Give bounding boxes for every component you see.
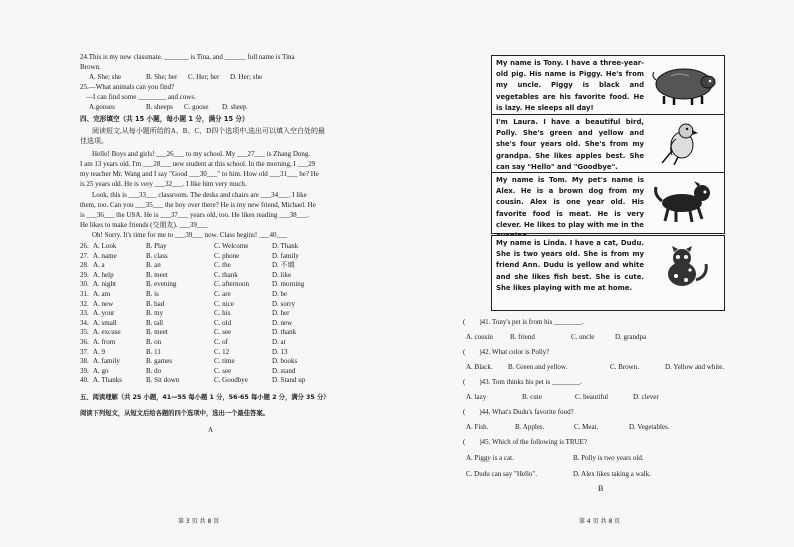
answer-option[interactable]: C. uncle: [571, 333, 595, 341]
cloze-option: B. an: [146, 261, 161, 270]
cloze-option: A. night: [93, 280, 116, 289]
passage-line: them, too. Can you ___35___ the boy over there? He is my new friend, Michael. He: [80, 201, 316, 209]
cloze-option: C. Welcome: [214, 242, 249, 250]
option: B. She; her: [146, 73, 178, 81]
cloze-option: D. 13: [272, 347, 288, 356]
cloze-option: C. old: [214, 318, 232, 327]
question-45: ( )45. Which of the following is TRUE?: [463, 438, 587, 446]
question-25: 25.—What animals can you find?: [80, 83, 175, 91]
answer-option[interactable]: D. Vegetables.: [629, 423, 670, 431]
option: C. Her; her: [188, 73, 220, 81]
answer-option[interactable]: A. Piggy is a cat.: [466, 454, 514, 462]
cloze-option: A. 9: [93, 347, 106, 356]
cloze-number: 32.: [80, 299, 89, 308]
question-25-cont: —I can find some ________ and cows.: [86, 93, 196, 101]
cloze-option: D. her: [272, 309, 290, 318]
cloze-option: B. do: [146, 366, 162, 375]
cloze-option: B. meet: [146, 328, 168, 337]
story-text: My name is Tom. My pet's name is Alex. He is a brown dog from my cousin. Alex is one year old. His favorite food is meat. He is very clever. He likes to play with me in the: [496, 176, 644, 229]
cloze-option: C. Goodbye: [214, 376, 248, 385]
answer-option[interactable]: B. friend: [510, 333, 535, 341]
cloze-number: 29.: [80, 270, 89, 279]
cloze-option: B. Play: [146, 242, 167, 250]
cloze-option: D. morning: [272, 280, 305, 289]
section-4-title: 四、完形填空（共 15 小题，每小题 1 分，满分 15 分）: [80, 115, 249, 123]
cloze-number: 38.: [80, 357, 89, 366]
cloze-option: A. from: [93, 338, 116, 346]
cloze-number: 30.: [80, 280, 89, 289]
cloze-option: A. excuse: [93, 328, 121, 337]
option: D. sheep: [222, 103, 247, 111]
cloze-option: A. Look: [93, 242, 117, 250]
question-44: ( )44. What's Dudu's favorite food?: [463, 408, 574, 416]
cloze-option: D. at: [272, 338, 286, 346]
story-box-linda: [491, 235, 725, 311]
question-24-cont: Brown.: [80, 63, 101, 71]
answer-option[interactable]: C. Meat.: [574, 423, 599, 431]
answer-option[interactable]: A. cousin: [466, 333, 493, 341]
cloze-number: 31.: [80, 290, 89, 298]
answer-option[interactable]: A. lazy: [466, 393, 487, 401]
cloze-option: B. on: [146, 338, 162, 346]
cloze-option: B. is: [146, 290, 159, 298]
question-24: 24.This is my new classmate. _______ is Tina, and ______ full name is Tina: [80, 53, 295, 61]
cloze-option: D. sorry: [272, 299, 295, 308]
cloze-option: A. name: [93, 251, 117, 260]
cloze-option: C. time: [214, 357, 235, 366]
answer-option[interactable]: B. cute: [522, 393, 542, 401]
cloze-option: C. of: [214, 338, 228, 346]
cloze-option: B. bad: [146, 299, 165, 308]
question-43: ( )43. Tom thinks his pet is ________.: [463, 378, 582, 386]
cloze-option: C. see: [214, 366, 232, 375]
passage-line: Oh! Sorry. It's time for me to ___39___ now. Class begins! ___40___: [92, 231, 287, 239]
passage-line: my teacher Mr. Wang and I say "Good ___30___" to him. How old ___31___ he? He: [80, 170, 319, 178]
cloze-option: B. Sit down: [146, 376, 180, 385]
passage-line: is 25 years old. He is very ___32___. I like him very much.: [80, 180, 247, 188]
question-41: ( )41. Tony's pet is from his ________.: [463, 318, 584, 326]
cloze-option: B. tall: [146, 318, 164, 327]
option: A.gooses: [89, 103, 115, 111]
answer-option[interactable]: A. Black.: [466, 363, 493, 371]
answer-option[interactable]: C. Brown.: [610, 363, 639, 371]
cloze-option: D. 不填: [272, 261, 295, 270]
cloze-option: C. 12: [214, 347, 230, 356]
section-4-instruction-cont: 佳选项。: [80, 137, 108, 145]
cloze-option: A. am: [93, 290, 111, 298]
answer-option[interactable]: D. grandpa: [615, 333, 647, 341]
dog-icon: [646, 179, 720, 223]
cloze-option: B. games: [146, 357, 173, 366]
cloze-option: D. Stand up: [272, 376, 306, 385]
page-number: 第 4 页 共 8 页: [579, 518, 621, 525]
cloze-number: 36.: [80, 338, 89, 346]
passage-line: Look, this is ___33___ classroom. The desks and chairs are ___34___. I like: [92, 191, 307, 199]
page-number: 第 3 页 共 8 页: [178, 518, 220, 525]
cloze-number: 33.: [80, 309, 89, 318]
pig-icon: [646, 62, 720, 106]
answer-option[interactable]: D. Yellow and white.: [665, 363, 725, 371]
cloze-option: C. afternoon: [214, 280, 249, 289]
cloze-option: A. go: [93, 366, 109, 375]
cloze-number: 34.: [80, 318, 89, 327]
bird-icon: [646, 121, 720, 165]
cloze-option: D. thank: [272, 328, 297, 337]
answer-option[interactable]: C. beautiful: [575, 393, 609, 401]
cloze-option: D. Thank: [272, 242, 299, 250]
option: D. Her; she: [230, 73, 263, 81]
passage-letter-b: B: [598, 484, 604, 493]
cloze-option: A. Thanks: [93, 376, 123, 385]
story-text: I'm Laura. I have a beautiful bird, Polly. She's green and yellow and she's four years old. She's from my grandpa. She likes apples best. She can say "Hello" and "Goodbye".: [496, 118, 644, 171]
cloze-number: 40.: [80, 376, 89, 385]
cloze-option: C. see: [214, 328, 232, 337]
cloze-option: A. your: [93, 309, 115, 318]
section-4-instruction: 阅读短文,从每小题所给的A、B、C、D四个选项中,选出可以填入空白处的最: [92, 127, 325, 135]
answer-option[interactable]: B. Green and yellow.: [508, 363, 568, 371]
answer-option[interactable]: D. clever: [633, 393, 659, 401]
cloze-option: C. thank: [214, 270, 238, 279]
cloze-option: D. family: [272, 251, 299, 260]
cloze-option: A. help: [93, 270, 114, 279]
cloze-option: B. my: [146, 309, 164, 318]
cloze-number: 39.: [80, 366, 89, 375]
question-42: ( )42. What color is Polly?: [463, 348, 550, 356]
cloze-number: 27.: [80, 251, 89, 260]
cloze-number: 37.: [80, 347, 89, 356]
answer-option[interactable]: A. Fish.: [466, 423, 489, 431]
option: B. sheeps: [146, 103, 173, 111]
cloze-option: C. nice: [214, 299, 234, 308]
cloze-option: A. small: [93, 318, 117, 327]
passage-line: He likes to make friends (交朋友). ___39___: [80, 221, 208, 229]
passage-line: is ___36___ the USA. He is ___37___ years old, too. He likes reading ___38___.: [80, 211, 309, 219]
story-box-tom: [491, 172, 725, 234]
cloze-option: C. are: [214, 290, 231, 298]
cloze-option: D. stand: [272, 366, 296, 375]
cloze-option: B. evening: [146, 280, 177, 289]
cloze-number: 26.: [80, 242, 89, 250]
option: C. goose: [184, 103, 209, 111]
cloze-option: D. be: [272, 290, 288, 298]
passage-line: I am 13 years old. I'm ___28___ new student at this school. In the morning, I ___29: [80, 160, 316, 168]
cloze-option: D. books: [272, 357, 298, 366]
right-page: [397, 0, 794, 547]
cloze-option: C. phone: [214, 251, 240, 260]
passage-letter-a: A: [208, 426, 214, 434]
option: A. She; she: [89, 73, 122, 81]
cat-icon: [646, 246, 720, 290]
section-5-title: 五、阅读理解（共 25 小题，41—55 每小题 1 分，56-65 每小题 2 分，满分 35 分）: [80, 394, 330, 401]
cloze-option: A. a: [93, 261, 105, 270]
cloze-option: A. new: [93, 299, 114, 308]
cloze-option: C. the: [214, 261, 231, 270]
cloze-number: 28.: [80, 261, 89, 270]
cloze-option: D. like: [272, 270, 292, 279]
answer-option[interactable]: C. Dudu can say "Hello".: [466, 470, 538, 478]
cloze-option: D. new: [272, 318, 293, 327]
cloze-option: A. family: [93, 357, 120, 366]
story-text: My name is Tony. I have a three-year-old pig. His name is Piggy. He's from my uncle. Piggy is black and vegetables are his favorite food. He is lazy. He sleeps all day!: [496, 59, 644, 112]
cloze-option: B. meet: [146, 270, 168, 279]
cloze-option: C. his: [214, 309, 231, 318]
cloze-option: B. 11: [146, 347, 161, 356]
answer-option[interactable]: B. Polly is two years old.: [573, 454, 644, 462]
passage-line: Hello! Boys and girls! ___26___ to my school. My ___27___ is Zhang Dong.: [92, 150, 311, 158]
cloze-option: B. class: [146, 251, 168, 260]
answer-option[interactable]: B. Apples.: [515, 423, 545, 431]
story-text: My name is Linda. I have a cat, Dudu. She is two years old. She is from my friend Ann. Dudu is yellow and white and she likes fish best. She is cute. She likes playing with me at home.: [496, 239, 644, 292]
story-box-laura: [491, 114, 725, 174]
section-5-instruction: 阅读下列短文，从短文后给各题的四个选项中，选出一个最佳答案。: [80, 410, 269, 417]
story-box-tony: [491, 55, 725, 117]
cloze-number: 35.: [80, 328, 89, 337]
answer-option[interactable]: D. Alex likes taking a walk.: [573, 470, 651, 478]
